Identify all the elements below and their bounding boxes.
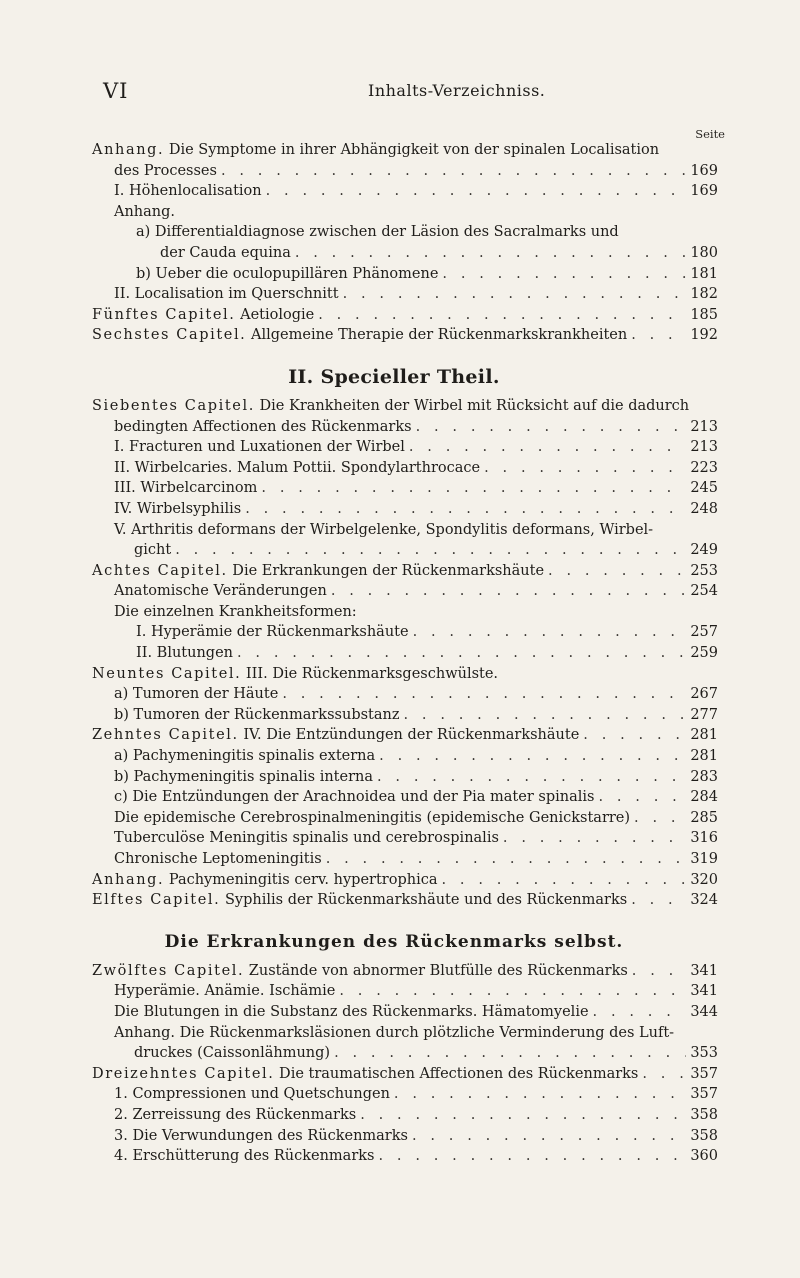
- toc-entry: Chronische Leptomeningitis . . . 319: [70, 849, 718, 870]
- toc-entry-cont: der Cauda equina . . . 180: [70, 243, 718, 264]
- toc-entry: c) Die Entzündungen der Arachnoidea und der Pia mater spinalis . . . 284: [70, 787, 718, 808]
- page-ref: 257: [690, 624, 718, 641]
- toc-chapter: Sechstes Capitel. Allgemeine Therapie der Rückenmarkskrankheiten . . . 192: [70, 325, 718, 346]
- toc-entry: a) Differentialdiagnose zwischen der Läsion des Sacralmarks und: [136, 224, 619, 241]
- page-ref: 267: [690, 686, 718, 703]
- page-ref: 341: [690, 962, 718, 979]
- page-ref: 181: [690, 265, 718, 282]
- toc-entry: III. Wirbelcarcinom . . . 245: [70, 478, 718, 499]
- toc-entry: II. Localisation im Querschnitt . . . 182: [70, 284, 718, 305]
- toc-entry-cont: gicht . . . 249: [70, 540, 718, 561]
- page-ref: 169: [690, 162, 718, 179]
- toc-chapter: Anhang. Pachymeningitis cerv. hypertrophica . . . 320: [70, 870, 718, 891]
- toc-entry: a) Pachymeningitis spinalis externa . . . 281: [70, 746, 718, 767]
- page-ref: 249: [690, 542, 718, 559]
- page-ref: 341: [690, 983, 718, 1000]
- running-title: Inhalts-Verzeichniss.: [368, 81, 546, 100]
- page-ref: 319: [690, 851, 718, 867]
- page-ref: 253: [690, 562, 718, 579]
- page-ref: 357: [690, 1086, 718, 1103]
- page-ref: 182: [690, 286, 718, 303]
- page-ref: 180: [690, 244, 718, 261]
- toc-entry: 1. Compressionen und Quetschungen . . . 357: [70, 1084, 718, 1105]
- toc-entry: Anhang. Die Symptome in ihrer Abhängigkeit von der spinalen Localisation: [92, 142, 660, 158]
- toc-block-general: [70, 140, 718, 346]
- toc-entry: II. Wirbelcaries. Malum Pottii. Spondylarthrocace . . . 223: [70, 458, 718, 479]
- page-ref: 324: [690, 892, 718, 909]
- page-ref: 245: [690, 480, 718, 497]
- toc-chapter: Achtes Capitel. Die Erkrankungen der Rückenmarkshäute . . . 253: [70, 561, 718, 582]
- toc-chapter: Fünftes Capitel. Aetiologie . . . 185: [70, 305, 718, 326]
- toc-entry: I. Fracturen und Luxationen der Wirbel . . . 213: [70, 437, 718, 458]
- toc-chapter: Siebentes Capitel. Die Krankheiten der Wirbel mit Rücksicht auf die dadurch: [92, 397, 690, 414]
- toc-block-spinal-cord: [70, 961, 718, 1167]
- toc-entry: II. Blutungen . . . 259: [70, 643, 718, 664]
- toc-entry: Die epidemische Cerebrospinalmeningitis (epidemische Genickstarre) . . . 285: [70, 808, 718, 829]
- page-ref: 316: [690, 830, 718, 847]
- toc-chapter: Elftes Capitel. Syphilis der Rückenmarkshäute und des Rückenmarks . . . 324: [70, 890, 718, 911]
- toc-entry: Tuberculöse Meningitis spinalis und cerebrospinalis . . . 316: [70, 828, 718, 849]
- toc-entry-cont: druckes (Caissonlähmung) . . . 353: [70, 1043, 718, 1064]
- toc-chapter: Neuntes Capitel. III. Die Rückenmarksgeschwülste.: [92, 665, 499, 682]
- toc-entry: Anatomische Veränderungen . . . 254: [70, 581, 718, 602]
- page-ref: 213: [690, 418, 718, 435]
- page-ref: 344: [690, 1003, 718, 1020]
- toc-entry: Die Blutungen in die Substanz des Rückenmarks. Hämatomyelie . . . 344: [70, 1002, 718, 1023]
- toc-entry: 2. Zerreissung des Rückenmarks . . . 358: [70, 1105, 718, 1126]
- page-ref: 353: [690, 1045, 718, 1062]
- page-ref: 360: [690, 1148, 718, 1165]
- toc-chapter: Dreizehntes Capitel. Die traumatischen Affectionen des Rückenmarks . . . 357: [70, 1064, 718, 1085]
- running-head: [0, 79, 800, 105]
- page-ref: 281: [690, 727, 718, 744]
- page-ref: 277: [690, 706, 718, 723]
- page-ref: 358: [690, 1106, 718, 1123]
- toc-chapter: Zehntes Capitel. IV. Die Entzündungen der Rückenmarkshäute . . . 281: [70, 725, 718, 746]
- page-ref: 192: [690, 327, 718, 344]
- toc-entry: I. Hyperämie der Rückenmarkshäute . . . 257: [70, 622, 718, 643]
- section-heading-spinal-cord: Die Erkrankungen des Rückenmarks selbst.: [164, 931, 624, 952]
- page-ref: 169: [690, 183, 718, 200]
- page-column-label: Seite: [695, 127, 725, 141]
- toc-block-special: [70, 396, 718, 911]
- section-heading-special: II. Specieller Theil.: [288, 365, 500, 388]
- page-ref: 185: [690, 306, 718, 323]
- toc-entry: Hyperämie. Anämie. Ischämie . . . 341: [70, 981, 718, 1002]
- page-ref: 357: [690, 1065, 718, 1082]
- page-ref: 248: [690, 500, 718, 517]
- table-of-contents: [70, 140, 718, 1167]
- toc-entry: I. Höhenlocalisation . . . 169: [70, 181, 718, 202]
- page-ref: 285: [690, 809, 718, 826]
- toc-entry-cont: des Processes . . . 169: [70, 161, 718, 182]
- toc-subheading: Anhang.: [114, 203, 176, 220]
- page-ref: 320: [690, 871, 718, 888]
- toc-chapter: Zwölftes Capitel. Zustände von abnormer Blutfülle des Rückenmarks . . . 341: [70, 961, 718, 982]
- toc-entry: b) Pachymeningitis spinalis interna . . . 283: [70, 767, 718, 788]
- page-ref: 284: [690, 789, 718, 806]
- toc-entry: b) Ueber die oculopupillären Phänomene . . . 181: [70, 264, 718, 285]
- page-ref: 283: [690, 768, 718, 785]
- toc-subheading: Die einzelnen Krankheitsformen:: [114, 603, 357, 620]
- page-ref: 213: [690, 439, 718, 456]
- toc-entry-cont: bedingten Affectionen des Rückenmarks . . . 213: [70, 417, 718, 438]
- toc-entry: IV. Wirbelsyphilis . . . 248: [70, 499, 718, 520]
- toc-entry: Anhang. Die Rückenmarksläsionen durch plötzliche Verminderung des Luft-: [114, 1024, 675, 1041]
- page-ref: 223: [690, 459, 718, 476]
- page-ref: 259: [690, 645, 718, 662]
- toc-entry: V. Arthritis deformans der Wirbelgelenke, Spondylitis deformans, Wirbel-: [114, 521, 654, 538]
- toc-entry: 3. Die Verwundungen des Rückenmarks . . . 358: [70, 1126, 718, 1147]
- toc-entry: 4. Erschütterung des Rückenmarks . . . 360: [70, 1146, 718, 1167]
- toc-entry: a) Tumoren der Häute . . . 267: [70, 684, 718, 705]
- page-ref: 281: [690, 748, 718, 765]
- page-number: VI: [103, 79, 129, 103]
- page-ref: 254: [690, 583, 718, 600]
- page-ref: 358: [690, 1127, 718, 1144]
- toc-entry: b) Tumoren der Rückenmarkssubstanz . . . 277: [70, 705, 718, 726]
